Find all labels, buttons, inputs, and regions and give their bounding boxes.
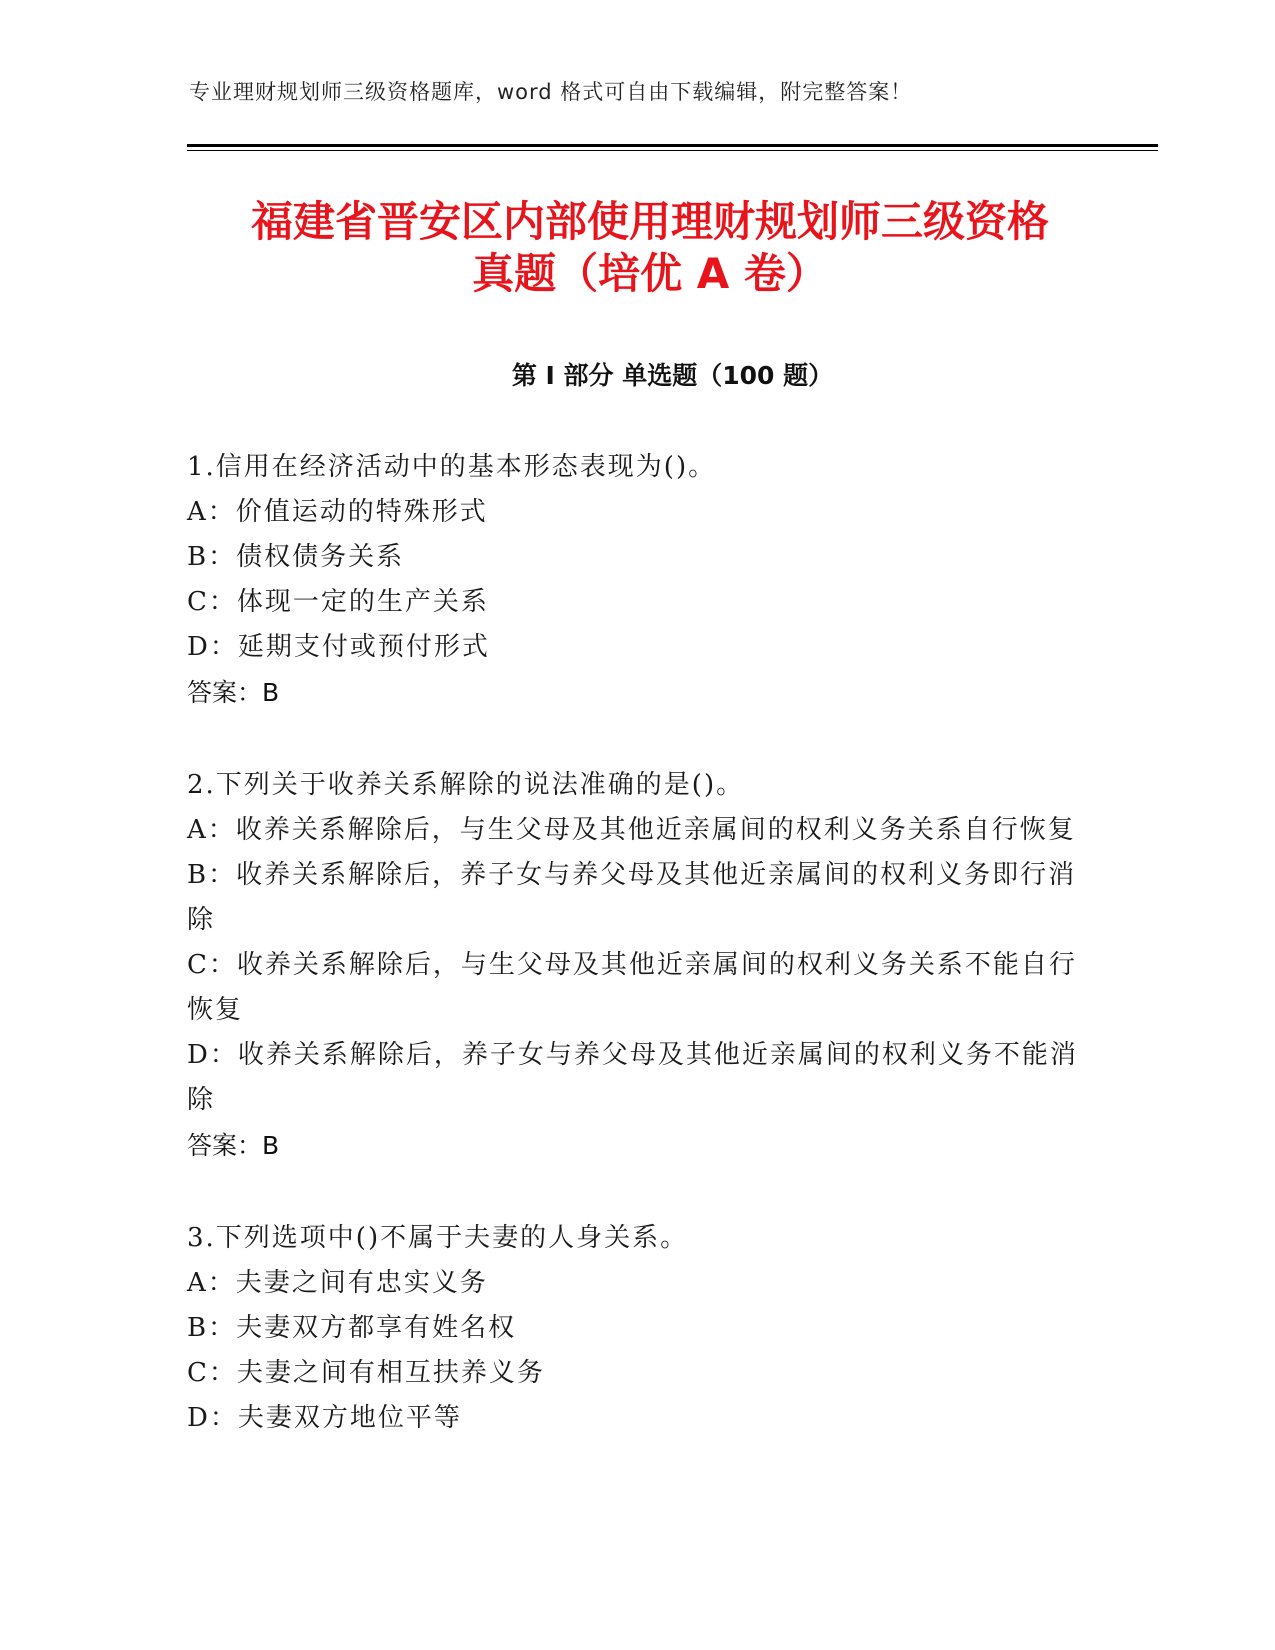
option-d: D：延期支付或预付形式 — [187, 632, 490, 662]
option-a: A：收养关系解除后，与生父母及其他近亲属间的权利义务关系自行恢复 — [187, 815, 1076, 845]
title-line-1: 福建省晋安区内部使用理财规划师三级资格 — [250, 197, 1049, 246]
answer: 答案：B — [187, 678, 280, 707]
option-d: D：收养关系解除后，养子女与养父母及其他近亲属间的权利义务不能消除 — [187, 1040, 1078, 1115]
question-2 — [187, 763, 1087, 1168]
document-title — [150, 196, 1150, 300]
option-a: A：价值运动的特殊形式 — [187, 497, 488, 527]
question-1 — [187, 445, 1087, 715]
question-3 — [187, 1216, 1087, 1441]
header-note: 专业理财规划师三级资格题库，word 格式可自由下载编辑，附完整答案！ — [189, 80, 913, 104]
header-rule-thin — [187, 150, 1158, 151]
option-c: C：体现一定的生产关系 — [187, 587, 489, 617]
option-c: C：夫妻之间有相互扶养义务 — [187, 1358, 545, 1388]
section-heading: 第 I 部分 单选题（100 题） — [511, 361, 834, 390]
answer: 答案：B — [187, 1131, 280, 1160]
question-stem: 3.下列选项中()不属于夫妻的人身关系。 — [187, 1223, 689, 1253]
option-c: C：收养关系解除后，与生父母及其他近亲属间的权利义务关系不能自行恢复 — [187, 950, 1077, 1025]
title-line-2: 真题（培优 A 卷） — [472, 249, 828, 298]
option-b: B：收养关系解除后，养子女与养父母及其他近亲属间的权利义务即行消除 — [187, 860, 1077, 935]
option-a: A：夫妻之间有忠实义务 — [187, 1268, 488, 1298]
option-d: D：夫妻双方地位平等 — [187, 1403, 462, 1433]
question-stem: 2.下列关于收养关系解除的说法准确的是()。 — [187, 770, 745, 800]
header-rule-thick — [187, 144, 1158, 147]
option-b: B：夫妻双方都享有姓名权 — [187, 1313, 517, 1343]
option-b: B：债权债务关系 — [187, 542, 405, 572]
question-stem: 1.信用在经济活动中的基本形态表现为()。 — [187, 452, 717, 482]
question-list — [187, 445, 1087, 1489]
